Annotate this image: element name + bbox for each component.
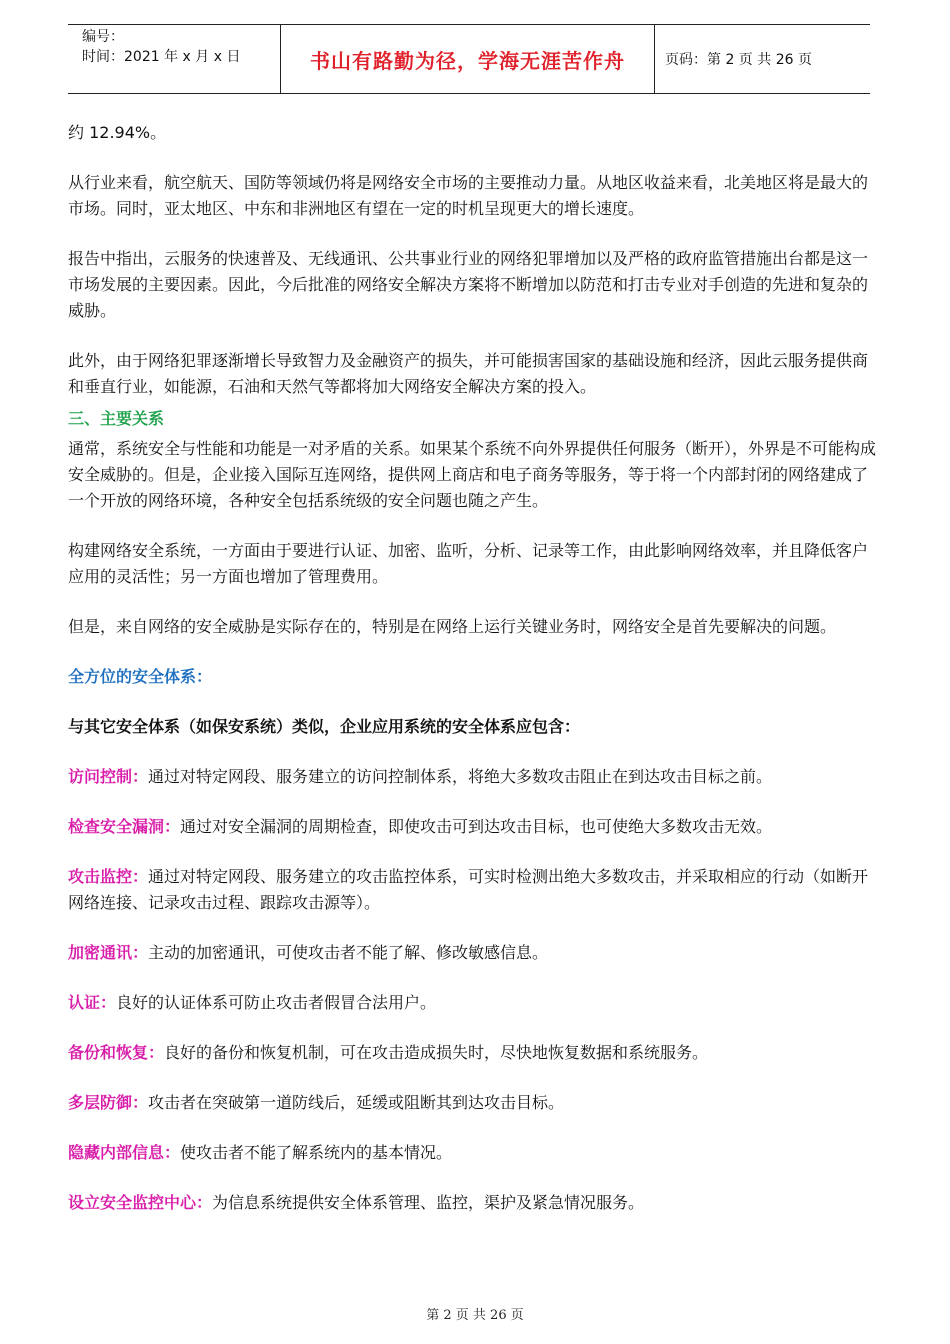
list-item-security-monitoring-center bbox=[68, 1190, 882, 1216]
item-text: 为信息系统提供安全体系管理、监控，渠护及紧急情况服务。 bbox=[212, 1193, 645, 1212]
item-term: 设立安全监控中心： bbox=[68, 1193, 213, 1212]
header-page-info: 页码：第 2 页 共 26 页 bbox=[665, 52, 812, 68]
list-item-vulnerability-check bbox=[68, 814, 882, 840]
paragraph: 从行业来看，航空航天、国防等领域仍将是网络安全市场的主要推动力量。从地区收益来看，北美地区将是最大的市场。同时，亚太地区、中东和非洲地区有望在一定的时机呈现更大的增长速度。 bbox=[68, 173, 869, 218]
section-heading: 三、主要关系 bbox=[68, 409, 165, 428]
item-text: 通过对安全漏洞的周期检查，即使攻击可到达攻击目标，也可使绝大多数攻击无效。 bbox=[180, 817, 773, 836]
item-term: 备份和恢复： bbox=[68, 1043, 165, 1062]
list-item-encrypted-communication bbox=[68, 940, 882, 966]
header-meta bbox=[68, 25, 281, 93]
security-system-heading: 全方位的安全体系： bbox=[68, 667, 213, 686]
item-text: 使攻击者不能了解系统内的基本情况。 bbox=[180, 1143, 453, 1162]
paragraph: 报告中指出，云服务的快速普及、无线通讯、公共事业行业的网络犯罪增加以及严格的政府监管措施出台都是这一市场发展的主要因素。因此，今后批准的网络安全解决方案将不断增加以防范和打击专业对手创造的先进和复杂的威胁。 bbox=[68, 249, 869, 320]
item-text: 良好的备份和恢复机制，可在攻击造成损失时，尽快地恢复数据和系统服务。 bbox=[164, 1043, 709, 1062]
item-text: 通过对特定网段、服务建立的访问控制体系，将绝大多数攻击阻止在到达攻击目标之前。 bbox=[148, 767, 773, 786]
item-term: 检查安全漏洞： bbox=[68, 817, 181, 836]
item-term: 攻击监控： bbox=[68, 867, 149, 886]
paragraph: 约 12.94%。 bbox=[68, 123, 167, 142]
security-system-intro: 与其它安全体系（如保安系统）类似，企业应用系统的安全体系应包含： bbox=[68, 717, 581, 736]
list-item-hide-internal-info bbox=[68, 1140, 882, 1166]
item-text: 通过对特定网段、服务建立的攻击监控体系，可实时检测出绝大多数攻击，并采取相应的行动（如断开网络连接、记录攻击过程、跟踪攻击源等）。 bbox=[68, 867, 869, 912]
list-item-authentication bbox=[68, 990, 882, 1016]
list-item-access-control bbox=[68, 764, 882, 790]
paragraph: 但是，来自网络的安全威胁是实际存在的，特别是在网络上运行关键业务时，网络安全是首先要解决的问题。 bbox=[68, 617, 837, 636]
page-header bbox=[68, 24, 870, 94]
page-footer: 第 2 页 共 26 页 bbox=[426, 1308, 524, 1323]
paragraph: 构建网络安全系统，一方面由于要进行认证、加密、监听，分析、记录等工作，由此影响网络效率，并且降低客户应用的灵活性；另一方面也增加了管理费用。 bbox=[68, 541, 869, 586]
document-number-label: 编号： bbox=[82, 29, 124, 45]
item-term: 加密通讯： bbox=[68, 943, 149, 962]
item-text: 主动的加密通讯，可使攻击者不能了解、修改敏感信息。 bbox=[148, 943, 549, 962]
document-time-label: 时间：2021 年 x 月 x 日 bbox=[82, 49, 241, 65]
header-motto: 书山有路勤为径，学海无涯苦作舟 bbox=[281, 25, 655, 93]
item-term: 多层防御： bbox=[68, 1093, 149, 1112]
paragraph: 通常，系统安全与性能和功能是一对矛盾的关系。如果某个系统不向外界提供任何服务（断开），外界是不可能构成安全威胁的。但是，企业接入国际互连网络，提供网上商店和电子商务等服务，等于将一个内部封闭的网络建成了一个开放的网络环境，各种安全包括系统级的安全问题也随之产生。 bbox=[68, 439, 877, 510]
document-body bbox=[68, 120, 882, 1216]
item-term: 认证： bbox=[68, 993, 117, 1012]
item-term: 隐藏内部信息： bbox=[68, 1143, 181, 1162]
item-text: 良好的认证体系可防止攻击者假冒合法用户。 bbox=[116, 993, 437, 1012]
paragraph: 此外，由于网络犯罪逐渐增长导致智力及金融资产的损失，并可能损害国家的基础设施和经济，因此云服务提供商和垂直行业，如能源，石油和天然气等都将加大网络安全解决方案的投入。 bbox=[68, 351, 869, 396]
list-item-backup-recovery bbox=[68, 1040, 882, 1066]
item-term: 访问控制： bbox=[68, 767, 149, 786]
list-item-layered-defense bbox=[68, 1090, 882, 1116]
list-item-attack-monitoring bbox=[68, 864, 882, 916]
item-text: 攻击者在突破第一道防线后，延缓或阻断其到达攻击目标。 bbox=[148, 1093, 565, 1112]
